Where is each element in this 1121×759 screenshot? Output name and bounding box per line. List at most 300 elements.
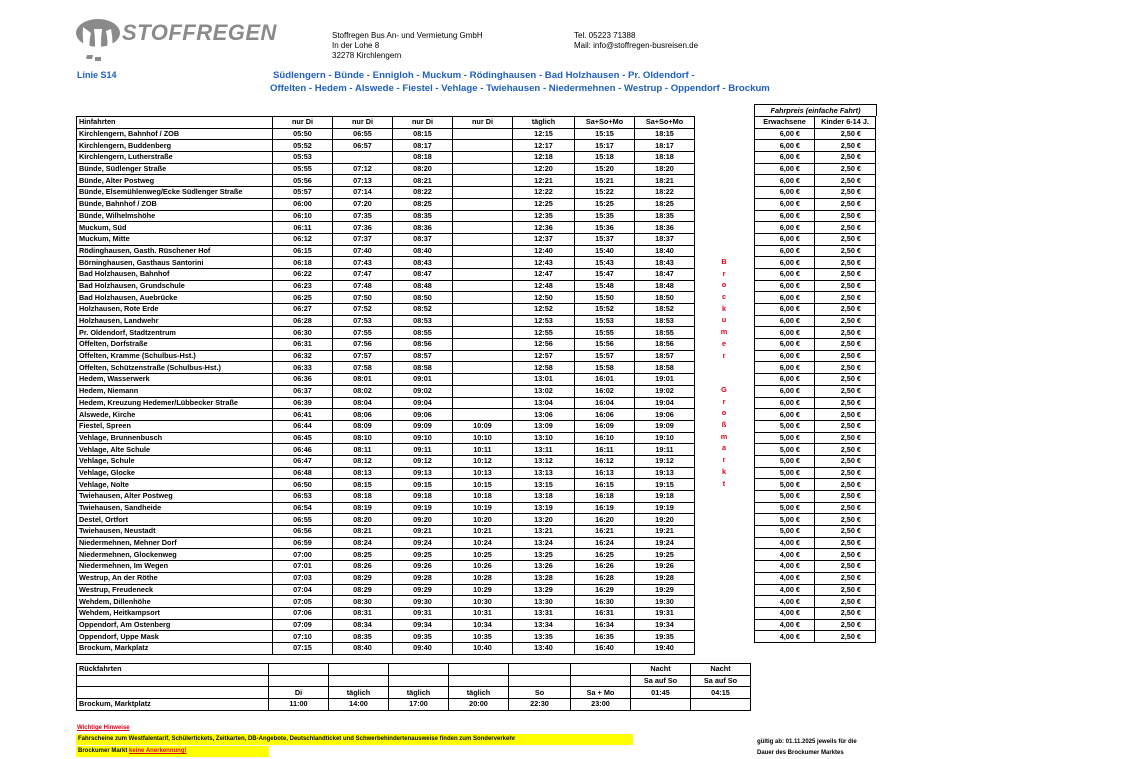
departure-time: 05:55 bbox=[273, 163, 333, 175]
stop-name: Westrup, An der Röthe bbox=[77, 572, 273, 584]
departure-time: 07:14 bbox=[333, 187, 393, 199]
stop-name: Offelten, Dorfstraße bbox=[77, 339, 273, 351]
fare-row bbox=[755, 572, 876, 584]
departure-time: 09:02 bbox=[393, 385, 453, 397]
return-time: 17:00 bbox=[389, 699, 449, 711]
departure-time: 18:43 bbox=[635, 257, 695, 269]
return-day-header: Sa + Mo bbox=[571, 687, 631, 699]
header-trip: nur Di bbox=[333, 117, 393, 129]
table-row bbox=[77, 642, 695, 654]
fare-adult: 6,00 € bbox=[755, 175, 815, 187]
table-row bbox=[77, 607, 695, 619]
validity-line-2: Dauer des Brockumer Marktes bbox=[757, 750, 844, 756]
return-time bbox=[691, 699, 751, 711]
company-street: In der Lohe 8 bbox=[332, 41, 380, 50]
stop-name: Vehlage, Glocke bbox=[77, 467, 273, 479]
stop-name: Wehdem, Dillenhöhe bbox=[77, 596, 273, 608]
stop-name: Alswede, Kirche bbox=[77, 409, 273, 421]
fare-header-row bbox=[755, 117, 876, 129]
fare-row bbox=[755, 479, 876, 491]
fare-row bbox=[755, 187, 876, 199]
departure-time: 08:50 bbox=[393, 292, 453, 304]
note-recognition bbox=[76, 746, 269, 757]
departure-time: 06:00 bbox=[273, 198, 333, 210]
departure-time: 08:22 bbox=[393, 187, 453, 199]
departure-time: 18:56 bbox=[635, 339, 695, 351]
departure-time: 13:02 bbox=[513, 385, 575, 397]
departure-time: 15:52 bbox=[575, 304, 635, 316]
return-stop: Brockum, Marktplatz bbox=[77, 699, 269, 711]
return-day-header: 04:15 bbox=[691, 687, 751, 699]
departure-time: 16:13 bbox=[575, 467, 635, 479]
departure-time: 06:36 bbox=[273, 374, 333, 386]
departure-time: 09:11 bbox=[393, 444, 453, 456]
departure-time: 10:30 bbox=[453, 596, 513, 608]
fare-row bbox=[755, 631, 876, 643]
table-row bbox=[77, 140, 695, 152]
fare-row bbox=[755, 374, 876, 386]
fare-row bbox=[755, 607, 876, 619]
fare-adult: 6,00 € bbox=[755, 128, 815, 140]
return-times-row bbox=[77, 699, 751, 711]
departure-time: 09:29 bbox=[393, 584, 453, 596]
fare-child: 2,50 € bbox=[815, 362, 876, 374]
fare-child: 2,50 € bbox=[815, 467, 876, 479]
departure-time: 12:15 bbox=[513, 128, 575, 140]
stop-name: Kirchlengern, Bahnhof / ZOB bbox=[77, 128, 273, 140]
departure-time: 13:31 bbox=[513, 607, 575, 619]
stop-name: Vehlage, Schule bbox=[77, 455, 273, 467]
departure-time: 18:35 bbox=[635, 210, 695, 222]
departure-time: 19:31 bbox=[635, 607, 695, 619]
fare-child: 2,50 € bbox=[815, 245, 876, 257]
departure-time: 13:01 bbox=[513, 374, 575, 386]
departure-time: 10:09 bbox=[453, 420, 513, 432]
departure-time: 18:57 bbox=[635, 350, 695, 362]
departure-time: 07:50 bbox=[333, 292, 393, 304]
fare-child: 2,50 € bbox=[815, 584, 876, 596]
departure-time: 08:35 bbox=[393, 210, 453, 222]
departure-time: 06:56 bbox=[273, 526, 333, 538]
departure-time: 09:31 bbox=[393, 607, 453, 619]
departure-time: 18:55 bbox=[635, 327, 695, 339]
notes-title: Wichtige Hinweise bbox=[77, 725, 130, 731]
departure-time: 13:04 bbox=[513, 397, 575, 409]
stop-name: Kirchlengern, Buddenberg bbox=[77, 140, 273, 152]
fare-child: 2,50 € bbox=[815, 631, 876, 643]
fare-adult: 6,00 € bbox=[755, 409, 815, 421]
vertical-letter: r bbox=[722, 396, 726, 406]
departure-time: 08:25 bbox=[333, 549, 393, 561]
departure-time: 06:18 bbox=[273, 257, 333, 269]
departure-time: 19:25 bbox=[635, 549, 695, 561]
brand-wordmark: STOFFREGEN bbox=[122, 20, 277, 45]
fare-child: 2,50 € bbox=[815, 549, 876, 561]
header-trip: nur Di bbox=[393, 117, 453, 129]
stop-name: Börninghausen, Gasthaus Santorini bbox=[77, 257, 273, 269]
fare-child: 2,50 € bbox=[815, 491, 876, 503]
departure-time: 13:29 bbox=[513, 584, 575, 596]
table-row bbox=[77, 467, 695, 479]
departure-time: 19:29 bbox=[635, 584, 695, 596]
departure-time: 15:21 bbox=[575, 175, 635, 187]
departure-time: 07:13 bbox=[333, 175, 393, 187]
vertical-letter: k bbox=[721, 466, 727, 476]
departure-time: 16:18 bbox=[575, 491, 635, 503]
fare-adult: 6,00 € bbox=[755, 280, 815, 292]
departure-time: 08:18 bbox=[333, 491, 393, 503]
company-email: Mail: info@stoffregen-busreisen.de bbox=[574, 41, 699, 50]
table-row bbox=[77, 350, 695, 362]
fare-row bbox=[755, 350, 876, 362]
table-row bbox=[77, 374, 695, 386]
departure-time: 10:26 bbox=[453, 561, 513, 573]
fare-adult: 6,00 € bbox=[755, 397, 815, 409]
departure-time: 18:20 bbox=[635, 163, 695, 175]
departure-time: 10:15 bbox=[453, 479, 513, 491]
departure-time bbox=[333, 152, 393, 164]
departure-time: 16:20 bbox=[575, 514, 635, 526]
line-number: Linie S14 bbox=[77, 70, 117, 80]
departure-time: 16:28 bbox=[575, 572, 635, 584]
departure-time: 07:09 bbox=[273, 619, 333, 631]
fare-adult: 4,00 € bbox=[755, 561, 815, 573]
fare-child: 2,50 € bbox=[815, 502, 876, 514]
departure-time: 18:47 bbox=[635, 268, 695, 280]
departure-time: 10:13 bbox=[453, 467, 513, 479]
departure-time: 08:01 bbox=[333, 374, 393, 386]
departure-time: 10:10 bbox=[453, 432, 513, 444]
departure-time: 06:27 bbox=[273, 304, 333, 316]
departure-time: 08:58 bbox=[393, 362, 453, 374]
departure-time: 13:25 bbox=[513, 549, 575, 561]
fare-row bbox=[755, 397, 876, 409]
fare-row bbox=[755, 596, 876, 608]
departure-time: 18:37 bbox=[635, 233, 695, 245]
stop-name: Bad Holzhausen, Bahnhof bbox=[77, 268, 273, 280]
departure-time: 16:10 bbox=[575, 432, 635, 444]
departure-time: 06:50 bbox=[273, 479, 333, 491]
departure-time bbox=[453, 198, 513, 210]
company-phone: Tel. 05223 71388 bbox=[574, 31, 636, 40]
departure-time: 19:34 bbox=[635, 619, 695, 631]
departure-time: 08:29 bbox=[333, 584, 393, 596]
departure-time: 07:40 bbox=[333, 245, 393, 257]
fare-child: 2,50 € bbox=[815, 374, 876, 386]
stop-name: Vehlage, Brunnenbusch bbox=[77, 432, 273, 444]
fare-child: 2,50 € bbox=[815, 479, 876, 491]
stop-name: Bünde, Südlenger Straße bbox=[77, 163, 273, 175]
table-row bbox=[77, 409, 695, 421]
fare-adult: 4,00 € bbox=[755, 549, 815, 561]
return-timetable bbox=[76, 663, 751, 711]
departure-time: 10:40 bbox=[453, 642, 513, 654]
departure-time: 06:46 bbox=[273, 444, 333, 456]
fare-row bbox=[755, 315, 876, 327]
fare-child: 2,50 € bbox=[815, 268, 876, 280]
departure-time: 12:18 bbox=[513, 152, 575, 164]
fare-adult: 4,00 € bbox=[755, 572, 815, 584]
departure-time: 12:21 bbox=[513, 175, 575, 187]
departure-time: 08:04 bbox=[333, 397, 393, 409]
departure-time: 12:52 bbox=[513, 304, 575, 316]
table-row bbox=[77, 315, 695, 327]
table-row bbox=[77, 210, 695, 222]
table-row bbox=[77, 514, 695, 526]
table-row bbox=[77, 163, 695, 175]
table-row bbox=[77, 491, 695, 503]
fare-adult: 5,00 € bbox=[755, 467, 815, 479]
fare-row bbox=[755, 526, 876, 538]
fare-adult: 6,00 € bbox=[755, 222, 815, 234]
departure-time: 08:34 bbox=[333, 619, 393, 631]
timetable-body bbox=[77, 128, 695, 654]
departure-time: 19:10 bbox=[635, 432, 695, 444]
fare-row bbox=[755, 140, 876, 152]
stop-name: Hedem, Kreuzung Hedemer/Lübbecker Straße bbox=[77, 397, 273, 409]
table-row bbox=[77, 432, 695, 444]
fare-child: 2,50 € bbox=[815, 315, 876, 327]
departure-time: 08:40 bbox=[393, 245, 453, 257]
fare-child: 2,50 € bbox=[815, 350, 876, 362]
fare-adult: 5,00 € bbox=[755, 491, 815, 503]
stop-name: Rödinghausen, Gasth. Rüschener Hof bbox=[77, 245, 273, 257]
fare-child: 2,50 € bbox=[815, 432, 876, 444]
fare-body bbox=[755, 128, 876, 642]
departure-time: 19:21 bbox=[635, 526, 695, 538]
departure-time: 09:34 bbox=[393, 619, 453, 631]
return-day-header: Di bbox=[269, 687, 329, 699]
validity-line-1: gültig ab: 01.11.2025 jeweils für die bbox=[757, 739, 857, 745]
fare-table bbox=[754, 116, 876, 643]
departure-time: 08:57 bbox=[393, 350, 453, 362]
departure-time: 13:34 bbox=[513, 619, 575, 631]
departure-time: 19:11 bbox=[635, 444, 695, 456]
departure-time: 07:48 bbox=[333, 280, 393, 292]
fare-child: 2,50 € bbox=[815, 444, 876, 456]
departure-time: 09:15 bbox=[393, 479, 453, 491]
fare-child: 2,50 € bbox=[815, 152, 876, 164]
departure-time bbox=[453, 222, 513, 234]
departure-time: 06:25 bbox=[273, 292, 333, 304]
header-trip: Sa+So+Mo bbox=[575, 117, 635, 129]
departure-time: 09:12 bbox=[393, 455, 453, 467]
table-row bbox=[77, 420, 695, 432]
company-address bbox=[332, 31, 483, 61]
departure-time: 19:06 bbox=[635, 409, 695, 421]
fare-adult: 5,00 € bbox=[755, 444, 815, 456]
table-row bbox=[77, 268, 695, 280]
fare-adult: 6,00 € bbox=[755, 210, 815, 222]
route-description bbox=[268, 69, 788, 95]
fare-adult: 4,00 € bbox=[755, 596, 815, 608]
departure-time: 18:17 bbox=[635, 140, 695, 152]
departure-time: 15:17 bbox=[575, 140, 635, 152]
departure-time: 08:17 bbox=[393, 140, 453, 152]
departure-time: 09:28 bbox=[393, 572, 453, 584]
departure-time: 08:43 bbox=[393, 257, 453, 269]
departure-time: 08:10 bbox=[333, 432, 393, 444]
fare-row bbox=[755, 198, 876, 210]
vertical-letter: ß bbox=[721, 420, 727, 430]
header-stop: Hinfahrten bbox=[77, 117, 273, 129]
departure-time: 09:30 bbox=[393, 596, 453, 608]
departure-time bbox=[453, 385, 513, 397]
departure-time: 15:37 bbox=[575, 233, 635, 245]
departure-time: 06:33 bbox=[273, 362, 333, 374]
fare-row bbox=[755, 163, 876, 175]
departure-time: 12:57 bbox=[513, 350, 575, 362]
departure-time: 07:55 bbox=[333, 327, 393, 339]
fare-child: 2,50 € bbox=[815, 537, 876, 549]
return-time: 14:00 bbox=[329, 699, 389, 711]
return-day-header: täglich bbox=[329, 687, 389, 699]
fare-child: 2,50 € bbox=[815, 280, 876, 292]
departure-time: 09:01 bbox=[393, 374, 453, 386]
fare-row bbox=[755, 339, 876, 351]
stop-name: Destel, Ortfort bbox=[77, 514, 273, 526]
departure-time bbox=[453, 128, 513, 140]
departure-time: 19:04 bbox=[635, 397, 695, 409]
fare-child: 2,50 € bbox=[815, 304, 876, 316]
departure-time: 08:26 bbox=[333, 561, 393, 573]
fare-row bbox=[755, 561, 876, 573]
fare-row bbox=[755, 233, 876, 245]
departure-time: 19:28 bbox=[635, 572, 695, 584]
departure-time: 18:53 bbox=[635, 315, 695, 327]
departure-time: 05:56 bbox=[273, 175, 333, 187]
departure-time: 09:20 bbox=[393, 514, 453, 526]
departure-time: 18:58 bbox=[635, 362, 695, 374]
departure-time: 10:19 bbox=[453, 502, 513, 514]
table-row bbox=[77, 584, 695, 596]
departure-time: 19:24 bbox=[635, 537, 695, 549]
departure-time bbox=[453, 315, 513, 327]
fare-header: Kinder 6-14 J. bbox=[815, 117, 876, 129]
fare-child: 2,50 € bbox=[815, 526, 876, 538]
vertical-letter: m bbox=[720, 327, 728, 337]
stop-name: Offelten, Schützenstraße (Schulbus-Hst.) bbox=[77, 362, 273, 374]
table-row bbox=[77, 198, 695, 210]
departure-time: 15:56 bbox=[575, 339, 635, 351]
header-trip: nur Di bbox=[273, 117, 333, 129]
departure-time: 16:11 bbox=[575, 444, 635, 456]
stop-name: Niedermehnen, Glockenweg bbox=[77, 549, 273, 561]
departure-time: 08:19 bbox=[333, 502, 393, 514]
departure-time: 07:01 bbox=[273, 561, 333, 573]
departure-time: 08:12 bbox=[333, 455, 393, 467]
fare-row bbox=[755, 584, 876, 596]
departure-time: 13:28 bbox=[513, 572, 575, 584]
fare-adult: 6,00 € bbox=[755, 304, 815, 316]
departure-time: 08:21 bbox=[393, 175, 453, 187]
table-row bbox=[77, 385, 695, 397]
departure-time: 07:20 bbox=[333, 198, 393, 210]
fare-row bbox=[755, 128, 876, 140]
departure-time: 10:31 bbox=[453, 607, 513, 619]
fare-adult: 6,00 € bbox=[755, 385, 815, 397]
departure-time bbox=[453, 397, 513, 409]
departure-time: 06:45 bbox=[273, 432, 333, 444]
departure-time: 16:34 bbox=[575, 619, 635, 631]
fare-row bbox=[755, 619, 876, 631]
departure-time: 06:32 bbox=[273, 350, 333, 362]
departure-time: 13:13 bbox=[513, 467, 575, 479]
fare-row bbox=[755, 409, 876, 421]
fare-adult: 5,00 € bbox=[755, 455, 815, 467]
departure-time: 10:34 bbox=[453, 619, 513, 631]
departure-time bbox=[453, 187, 513, 199]
departure-time: 08:40 bbox=[333, 642, 393, 654]
fare-row bbox=[755, 245, 876, 257]
departure-time: 13:40 bbox=[513, 642, 575, 654]
departure-time: 06:57 bbox=[333, 140, 393, 152]
departure-time: 12:36 bbox=[513, 222, 575, 234]
departure-time: 18:52 bbox=[635, 304, 695, 316]
table-row bbox=[77, 280, 695, 292]
departure-time: 15:48 bbox=[575, 280, 635, 292]
fare-adult: 5,00 € bbox=[755, 420, 815, 432]
departure-time: 13:35 bbox=[513, 631, 575, 643]
fare-child: 2,50 € bbox=[815, 222, 876, 234]
fare-adult: 6,00 € bbox=[755, 292, 815, 304]
stop-name: Westrup, Freudeneck bbox=[77, 584, 273, 596]
departure-time: 08:20 bbox=[393, 163, 453, 175]
vertical-letter: c bbox=[721, 292, 727, 302]
departure-time: 07:06 bbox=[273, 607, 333, 619]
departure-time: 10:11 bbox=[453, 444, 513, 456]
vertical-letter: e bbox=[721, 338, 727, 348]
stop-name: Niedermehnen, Mehner Dorf bbox=[77, 537, 273, 549]
departure-time: 16:12 bbox=[575, 455, 635, 467]
departure-time: 19:13 bbox=[635, 467, 695, 479]
departure-time: 07:04 bbox=[273, 584, 333, 596]
departure-time: 13:06 bbox=[513, 409, 575, 421]
fare-adult: 5,00 € bbox=[755, 432, 815, 444]
stop-name: Twiehausen, Neustadt bbox=[77, 526, 273, 538]
departure-time: 18:36 bbox=[635, 222, 695, 234]
company-contact bbox=[574, 31, 698, 51]
table-row bbox=[77, 537, 695, 549]
departure-time: 16:31 bbox=[575, 607, 635, 619]
night-label-1: Nacht bbox=[631, 664, 691, 676]
departure-time: 15:50 bbox=[575, 292, 635, 304]
stop-name: Bünde, Alter Postweg bbox=[77, 175, 273, 187]
mushroom-logo-icon bbox=[74, 15, 122, 63]
fare-adult: 4,00 € bbox=[755, 619, 815, 631]
stop-name: Niedermehnen, Im Wegen bbox=[77, 561, 273, 573]
departure-time: 10:12 bbox=[453, 455, 513, 467]
departure-time: 10:25 bbox=[453, 549, 513, 561]
fare-child: 2,50 € bbox=[815, 187, 876, 199]
fare-child: 2,50 € bbox=[815, 420, 876, 432]
fare-child: 2,50 € bbox=[815, 596, 876, 608]
departure-time: 08:06 bbox=[333, 409, 393, 421]
fare-adult: 5,00 € bbox=[755, 502, 815, 514]
vertical-letter: r bbox=[722, 350, 726, 360]
departure-time bbox=[453, 350, 513, 362]
departure-time: 09:21 bbox=[393, 526, 453, 538]
vertical-note-grossmarkt bbox=[718, 384, 730, 489]
stop-name: Holzhausen, Rote Erde bbox=[77, 304, 273, 316]
departure-time: 07:05 bbox=[273, 596, 333, 608]
departure-time: 06:11 bbox=[273, 222, 333, 234]
stop-name: Wehdem, Heitkampsort bbox=[77, 607, 273, 619]
fare-row bbox=[755, 385, 876, 397]
fare-row bbox=[755, 444, 876, 456]
stop-name: Oppendorf, Uppe Mask bbox=[77, 631, 273, 643]
departure-time: 06:54 bbox=[273, 502, 333, 514]
